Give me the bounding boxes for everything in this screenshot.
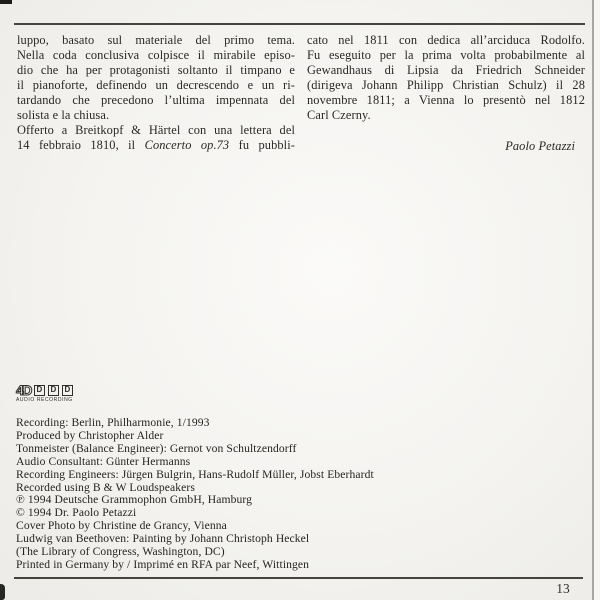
audio-recording-logo [16,384,73,403]
text-line: Offerto a Breitkopf & Härtel con una lettera del [17,123,295,137]
page-edge-strip [594,0,600,600]
article-column-left [17,33,295,154]
logo-row [16,384,73,396]
scan-artifact-bottom-left [0,584,5,600]
bottom-rule [14,577,583,579]
author-credit: Paolo Petazzi [505,139,575,153]
credits-block [16,417,581,572]
credit-line: Recorded using B & W Loudspeakers [16,480,196,494]
text-line: tardando che precedono l’ultima impennata del [17,93,295,107]
text-line: cato nel 1811 con dedica all’arciduca Rodolfo. [307,33,585,47]
top-rule [14,23,585,25]
ddd-icon: D [62,385,73,396]
credit-line: Ludwig van Beethoven: Painting by Johann Christoph Heckel [16,532,310,546]
text-line: Nella coda conclusiva colpisce il mirabile episo- [17,48,295,62]
credit-line: ℗ 1994 Deutsche Grammophon GmbH, Hamburg [16,493,253,507]
text-line: Fu eseguito per la prima volta probabilmente al [307,48,585,62]
text-line: dio che ha per protagonisti soltanto il timpano e [17,63,295,77]
ddd-icon: D [34,385,45,396]
credit-line: Produced by Christopher Alder [16,428,164,442]
credit-line: (The Library of Congress, Washington, DC) [16,545,225,559]
article-body [17,33,585,154]
credit-line: Printed in Germany by / Imprimé en RFA par Neef, Wittingen [16,557,310,571]
work-title: Concerto op.73 [144,138,230,152]
page-number: 13 [556,581,570,596]
credit-line: Audio Consultant: Günter Hermanns [16,454,191,468]
article-column-right [307,33,585,154]
text-line: solista e la chiusa. [17,108,110,122]
credit-line: Cover Photo by Christine de Grancy, Vienna [16,519,227,533]
text-segment: 14 febbraio 1810, il [17,138,145,152]
text-line: luppo, basato sul materiale del primo tema. [17,33,295,47]
text-line: Carl Czerny. [307,108,371,122]
text-segment: fu pubbli- [229,138,295,152]
credit-line: Tonmeister (Balance Engineer): Gernot von Schultzendorff [16,441,297,455]
text-line: il pianoforte, definendo un decrescendo e un ri- [17,78,295,92]
text-line: novembre 1811; a Vienna lo presentò nel 1812 [307,93,585,107]
credit-line: Recording: Berlin, Philharmonie, 1/1993 [16,416,210,429]
text-line: Gewandhaus di Lipsia da Friedrich Schneider [307,63,585,77]
credit-line: © 1994 Dr. Paolo Petazzi [16,506,137,520]
audio-recording-label: AUDIO RECORDING [16,397,73,403]
text-line-with-italic [17,138,295,153]
text-line: (dirigeva Johann Philipp Christian Schulz) il 28 [307,78,585,92]
scan-artifact-top-left [0,0,12,4]
4d-logo-icon: 4D [16,382,31,398]
ddd-icon: D [48,385,59,396]
credit-line: Recording Engineers: Jürgen Bulgrin, Hans-Rudolf Müller, Jobst Eberhardt [16,467,374,481]
